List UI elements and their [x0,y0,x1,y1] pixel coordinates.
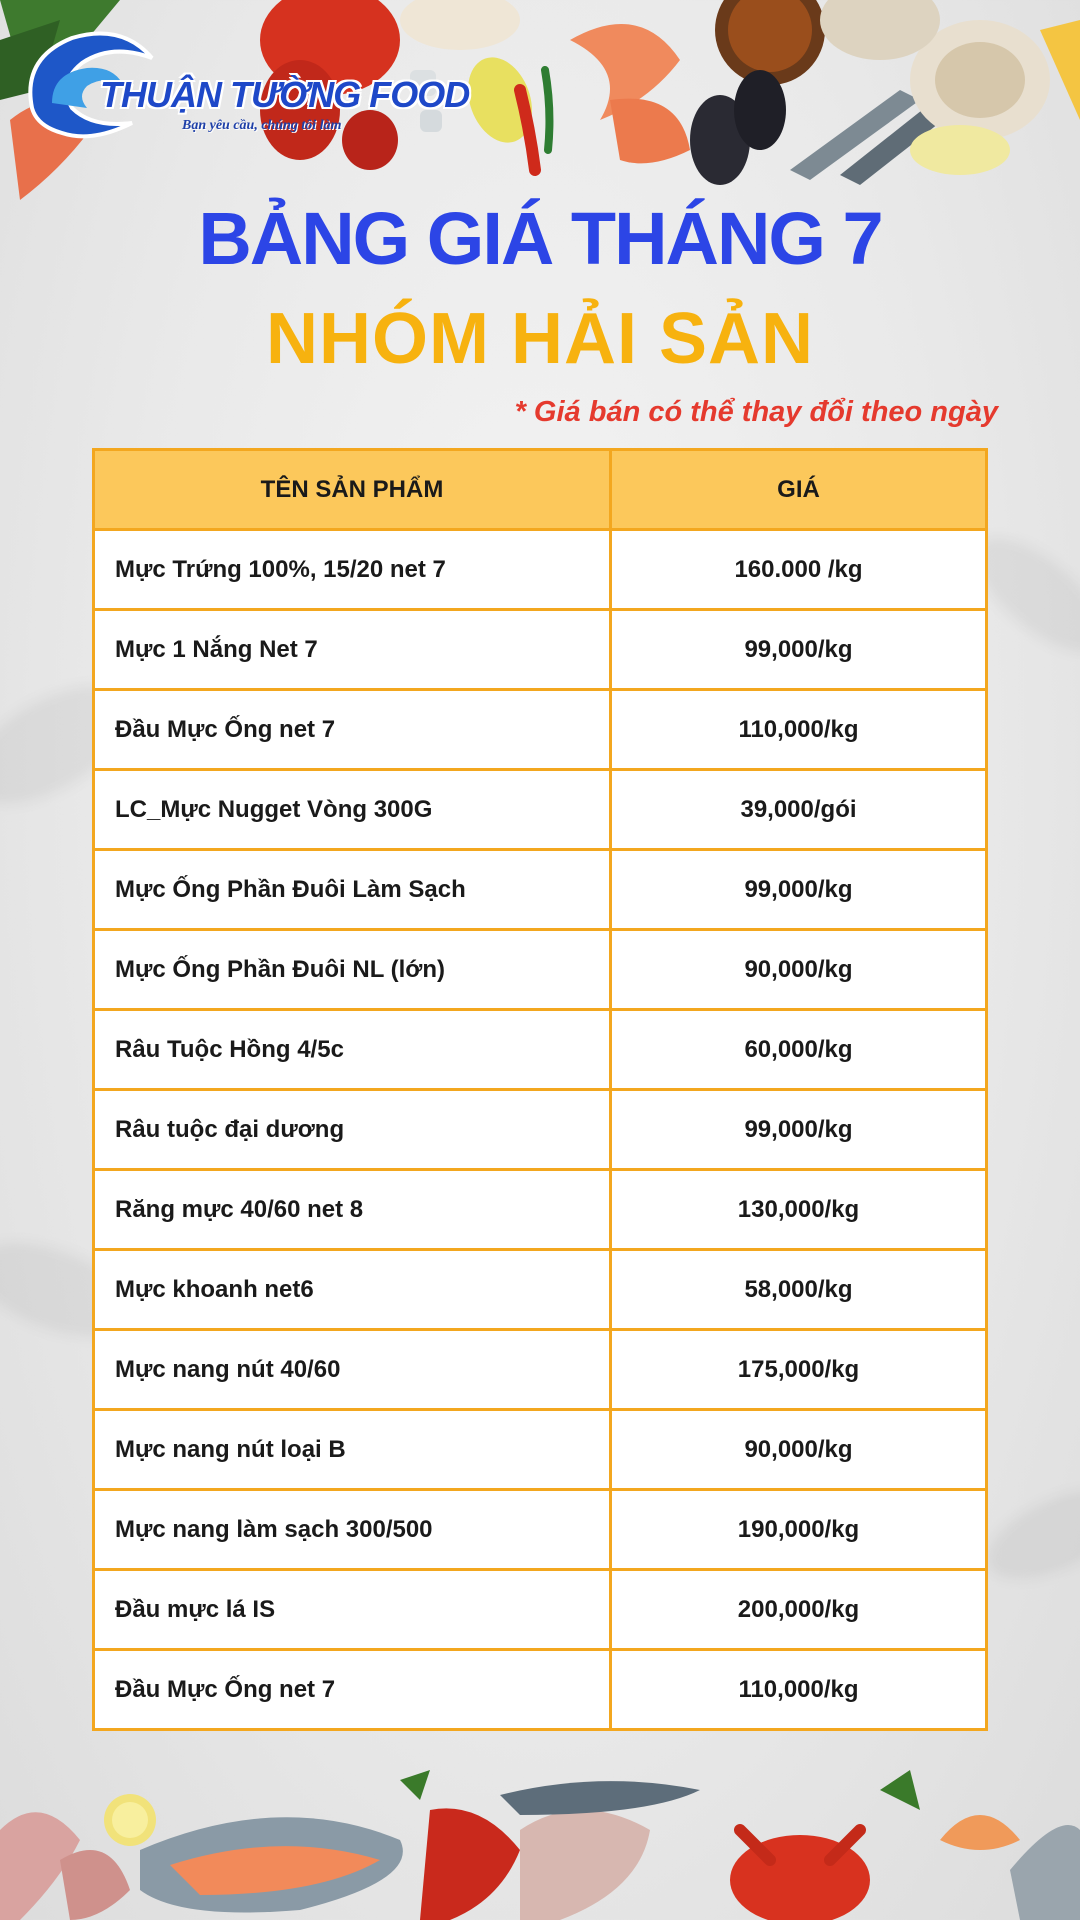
brand-logo [22,28,470,148]
product-name: Mực Trứng 100%, 15/20 net 7 [94,530,611,610]
product-name: Râu Tuộc Hồng 4/5c [94,1010,611,1090]
product-name: LC_Mực Nugget Vòng 300G [94,770,611,850]
table-row [94,770,987,850]
page-title: BẢNG GIÁ THÁNG 7 [198,197,882,280]
product-price: 200,000/kg [611,1570,987,1650]
product-name: Đầu Mực Ống net 7 [94,1650,611,1730]
product-name: Mực Ống Phần Đuôi NL (lớn) [94,930,611,1010]
column-header-price: GIÁ [611,450,987,530]
product-price: 160.000 /kg [611,530,987,610]
product-price: 90,000/kg [611,930,987,1010]
brand-name: THUẬN TƯỜNG FOOD [100,74,470,115]
product-name: Mực Ống Phần Đuôi Làm Sạch [94,850,611,930]
product-price: 90,000/kg [611,1410,987,1490]
product-price: 99,000/kg [611,1090,987,1170]
table-row [94,1650,987,1730]
product-price: 58,000/kg [611,1250,987,1330]
table-row [94,930,987,1010]
table-row [94,1330,987,1410]
product-name: Mực nang nút loại B [94,1410,611,1490]
table-row [94,690,987,770]
background-shadow [972,1472,1080,1599]
brand-tagline: Bạn yêu cầu, chúng tôi làm [182,118,342,133]
table-row [94,1570,987,1650]
product-price: 99,000/kg [611,610,987,690]
table-row [94,1490,987,1570]
product-price: 110,000/kg [611,690,987,770]
table-header-row [94,450,987,530]
table-row [94,1410,987,1490]
product-name: Mực nang làm sạch 300/500 [94,1490,611,1570]
table-row [94,1090,987,1170]
product-name: Mực khoanh net6 [94,1250,611,1330]
product-name: Mực nang nút 40/60 [94,1330,611,1410]
table-row [94,850,987,930]
table-row [94,530,987,610]
product-name: Đầu mực lá IS [94,1570,611,1650]
table-row [94,610,987,690]
product-price: 190,000/kg [611,1490,987,1570]
product-name: Mực 1 Nắng Net 7 [94,610,611,690]
table-row [94,1010,987,1090]
table-row [94,1250,987,1330]
price-note: * Giá bán có thể thay đổi theo ngày [514,396,998,428]
product-price: 130,000/kg [611,1170,987,1250]
product-price: 60,000/kg [611,1010,987,1090]
product-name: Răng mực 40/60 net 8 [94,1170,611,1250]
seafood-bottom-banner-image [0,1770,1080,1920]
table-row [94,1170,987,1250]
product-price: 99,000/kg [611,850,987,930]
product-price: 39,000/gói [611,770,987,850]
product-name: Râu tuộc đại dương [94,1090,611,1170]
product-price: 175,000/kg [611,1330,987,1410]
product-price: 110,000/kg [611,1650,987,1730]
column-header-product: TÊN SẢN PHẨM [94,450,611,530]
page-subtitle: NHÓM HẢI SẢN [266,299,814,379]
price-table [92,448,988,1731]
product-name: Đầu Mực Ống net 7 [94,690,611,770]
